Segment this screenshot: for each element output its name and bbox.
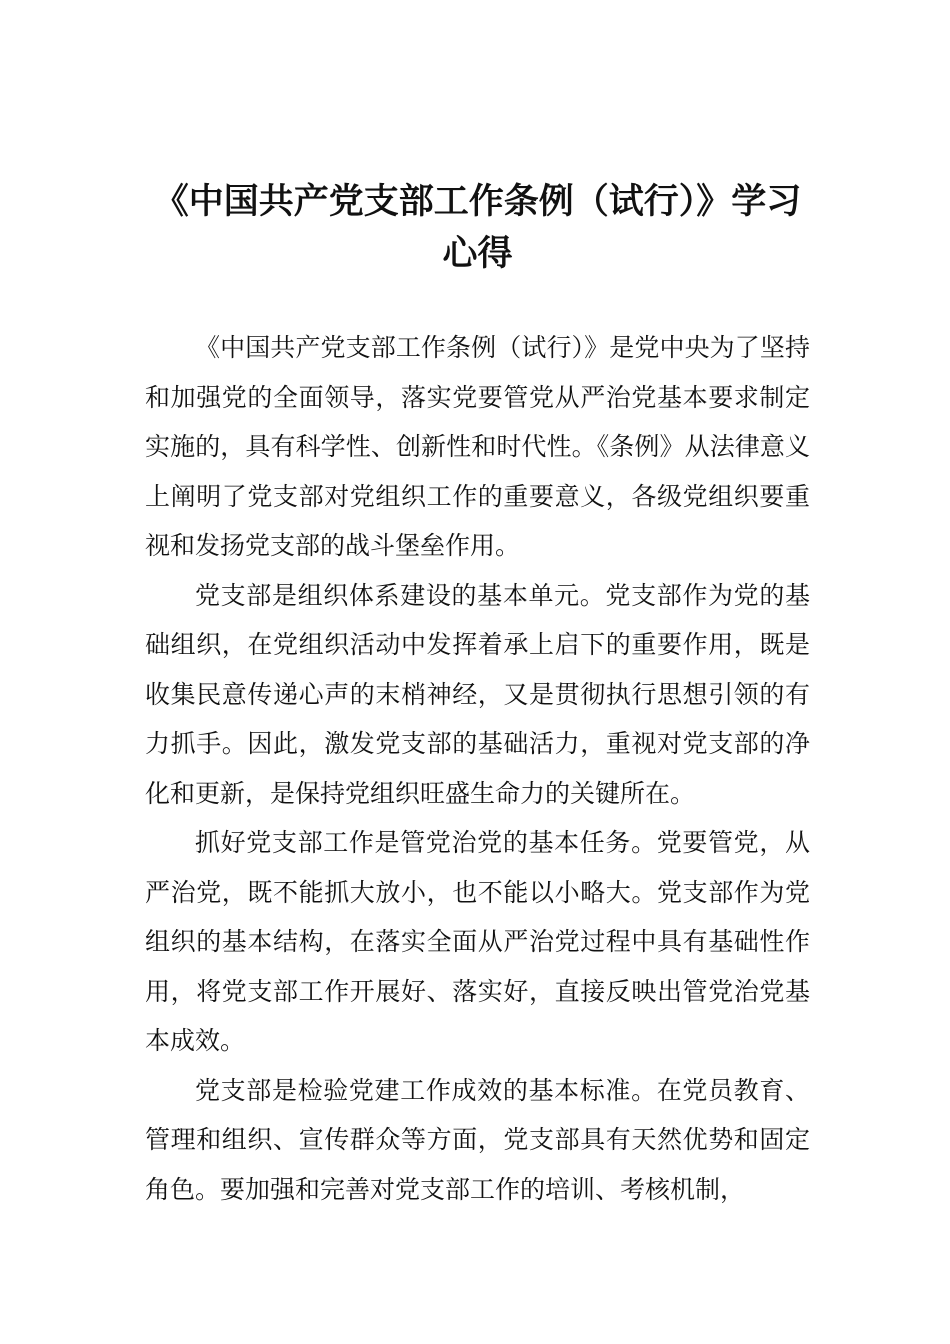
paragraph-4: 党支部是检验党建工作成效的基本标准。在党员教育、管理和组织、宣传群众等方面，党支部具有天然优势和固定角色。要加强和完善对党支部工作的培训、考核机制， [145,1075,810,1204]
paragraph-1: 《中国共产党支部工作条例（试行）》是党中央为了坚持和加强党的全面领导，落实党要管党从严治党基本要求制定实施的，具有科学性、创新性和时代性。《条例》从法律意义上阐明了党支部对党组织工作的重要意义，各级党组织要重视和发扬党支部的战斗堡垒作用。 [145,333,810,560]
document-body [145,323,810,1214]
paragraph-3: 抓好党支部工作是管党治党的基本任务。党要管党，从严治党，既不能抓大放小，也不能以小略大。党支部作为党组织的基本结构，在落实全面从严治党过程中具有基础性作用，将党支部工作开展好、落实好，直接反映出管党治党基本成效。 [145,828,810,1055]
paragraph-2: 党支部是组织体系建设的基本单元。党支部作为党的基础组织，在党组织活动中发挥着承上启下的重要作用，既是收集民意传递心声的末梢神经，又是贯彻执行思想引领的有力抓手。因此，激发党支部的基础活力，重视对党支部的净化和更新，是保持党组织旺盛生命力的关键所在。 [145,580,810,808]
document-title: 《中国共产党支部工作条例（试行）》学习心得 [153,182,802,274]
